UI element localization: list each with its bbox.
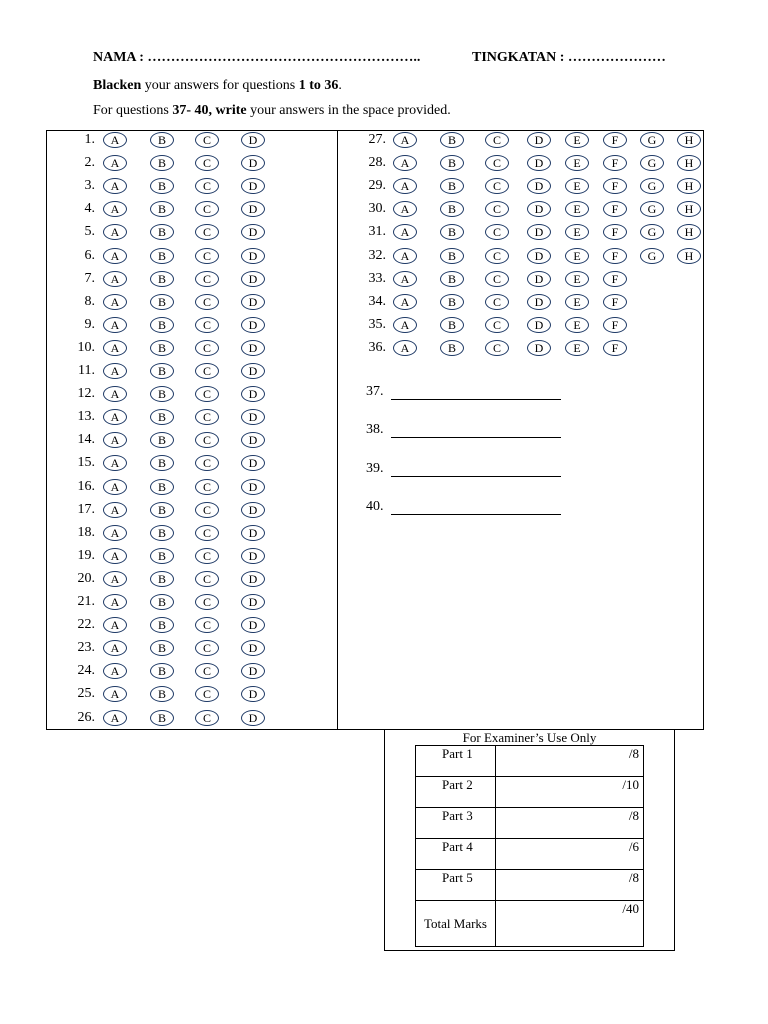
answer-bubble-c[interactable]: C xyxy=(485,294,509,310)
answer-bubble-d[interactable]: D xyxy=(241,502,265,518)
answer-bubble-a[interactable]: A xyxy=(103,224,127,240)
answer-bubble-e[interactable]: E xyxy=(565,340,589,356)
answer-bubble-b[interactable]: B xyxy=(150,363,174,379)
part-label: Part 1 xyxy=(416,746,496,777)
answer-line[interactable] xyxy=(391,437,561,438)
answer-bubble-d[interactable]: D xyxy=(241,271,265,287)
answer-bubble-a[interactable]: A xyxy=(103,271,127,287)
question-number: 23. xyxy=(77,640,95,656)
question-number: 29. xyxy=(368,178,386,194)
answer-bubble-b[interactable]: B xyxy=(150,525,174,541)
answer-bubble-a[interactable]: A xyxy=(103,710,127,726)
question-number: 22. xyxy=(77,617,95,633)
question-number: 24. xyxy=(77,663,95,679)
answer-line[interactable] xyxy=(391,399,561,400)
question-number: 11. xyxy=(78,363,95,378)
part-score-cell[interactable]: /8 xyxy=(496,746,644,777)
instruction-text: For questions xyxy=(93,103,173,118)
answer-bubble-f[interactable]: F xyxy=(603,132,627,148)
answer-bubble-c[interactable]: C xyxy=(485,271,509,287)
answer-bubble-a[interactable]: A xyxy=(103,548,127,564)
question-number: 25. xyxy=(77,686,95,702)
part-label: Part 4 xyxy=(416,839,496,870)
question-number: 30. xyxy=(368,201,386,217)
answer-bubble-c[interactable]: C xyxy=(195,640,219,656)
answer-bubble-g[interactable]: G xyxy=(640,155,664,171)
instruction-text: your answers for questions xyxy=(141,78,299,93)
answer-bubble-f[interactable]: F xyxy=(603,248,627,264)
question-number: 7. xyxy=(84,270,95,286)
answer-bubble-a[interactable]: A xyxy=(103,594,127,610)
answer-bubble-e[interactable]: E xyxy=(565,132,589,148)
question-number: 2. xyxy=(84,155,95,171)
answer-bubble-b[interactable]: B xyxy=(150,571,174,587)
instruction-bold-write: 37- 40, write xyxy=(172,103,247,118)
question-number: 36. xyxy=(368,339,386,355)
question-number: 17. xyxy=(77,501,95,517)
answer-bubble-b[interactable]: B xyxy=(440,340,464,356)
answer-bubble-b[interactable]: B xyxy=(150,710,174,726)
question-number: 34. xyxy=(368,293,386,309)
answer-bubble-d[interactable]: D xyxy=(527,294,551,310)
answer-bubble-d[interactable]: D xyxy=(527,132,551,148)
answer-bubble-d[interactable]: D xyxy=(527,248,551,264)
answer-bubble-b[interactable]: B xyxy=(150,548,174,564)
answer-bubble-c[interactable]: C xyxy=(195,548,219,564)
answer-bubble-c[interactable]: C xyxy=(195,178,219,194)
question-number: 21. xyxy=(77,594,95,609)
answer-bubble-a[interactable]: A xyxy=(103,686,127,702)
answer-bubble-g[interactable]: G xyxy=(640,224,664,240)
answer-bubble-a[interactable]: A xyxy=(103,386,127,402)
answer-bubble-c[interactable]: C xyxy=(485,132,509,148)
answer-bubble-b[interactable]: B xyxy=(440,224,464,240)
question-number: 18. xyxy=(77,524,95,540)
answer-bubble-c[interactable]: C xyxy=(195,686,219,702)
total-marks-label: Total Marks xyxy=(416,901,496,947)
answer-bubble-b[interactable]: B xyxy=(440,317,464,333)
answer-bubble-b[interactable]: B xyxy=(440,178,464,194)
answer-bubble-b[interactable]: B xyxy=(150,409,174,425)
answer-bubble-a[interactable]: A xyxy=(393,132,417,148)
answer-bubble-e[interactable]: E xyxy=(565,201,589,217)
answer-bubble-b[interactable]: B xyxy=(150,386,174,402)
answer-bubble-a[interactable]: A xyxy=(103,363,127,379)
answer-bubble-b[interactable]: B xyxy=(150,178,174,194)
question-number: 14. xyxy=(77,432,95,448)
answer-bubble-d[interactable]: D xyxy=(241,178,265,194)
answer-bubble-d[interactable]: D xyxy=(241,432,265,448)
answer-bubble-e[interactable]: E xyxy=(565,178,589,194)
instruction-write xyxy=(93,103,451,119)
question-number: 9. xyxy=(84,316,95,332)
answer-bubble-d[interactable]: D xyxy=(241,663,265,679)
answer-bubble-d[interactable]: D xyxy=(241,479,265,495)
answer-bubble-d[interactable]: D xyxy=(527,155,551,171)
question-number: 15. xyxy=(77,455,95,471)
answer-bubble-a[interactable]: A xyxy=(393,294,417,310)
answer-bubble-d[interactable]: D xyxy=(241,132,265,148)
answer-bubble-a[interactable]: A xyxy=(103,248,127,264)
answer-bubble-c[interactable]: C xyxy=(195,340,219,356)
answer-bubble-a[interactable]: A xyxy=(103,571,127,587)
question-number: 28. xyxy=(368,155,386,171)
answer-bubble-b[interactable]: B xyxy=(150,201,174,217)
answer-bubble-b[interactable]: B xyxy=(440,132,464,148)
answer-bubble-b[interactable]: B xyxy=(150,340,174,356)
question-number: 38. xyxy=(366,422,384,437)
answer-bubble-c[interactable]: C xyxy=(485,340,509,356)
answer-bubble-c[interactable]: C xyxy=(195,710,219,726)
question-number: 5. xyxy=(84,224,95,240)
question-number: 26. xyxy=(77,709,95,725)
answer-bubble-c[interactable]: C xyxy=(195,248,219,264)
answer-bubble-c[interactable]: C xyxy=(195,363,219,379)
question-number: 35. xyxy=(368,316,386,332)
question-number: 39. xyxy=(366,461,384,476)
answer-bubble-b[interactable]: B xyxy=(440,201,464,217)
part-label: Part 2 xyxy=(416,777,496,808)
answer-bubble-d[interactable]: D xyxy=(241,409,265,425)
question-number: 19. xyxy=(77,547,95,563)
answer-bubble-b[interactable]: B xyxy=(440,271,464,287)
answer-bubble-c[interactable]: C xyxy=(195,432,219,448)
question-number: 31. xyxy=(368,224,386,240)
question-number: 37. xyxy=(366,384,384,399)
examiner-marks-table xyxy=(415,745,644,947)
answer-bubble-a[interactable]: A xyxy=(103,317,127,333)
answer-bubble-b[interactable]: B xyxy=(440,155,464,171)
answer-bubble-a[interactable]: A xyxy=(103,155,127,171)
answer-bubble-c[interactable]: C xyxy=(485,178,509,194)
answer-bubble-c[interactable]: C xyxy=(195,525,219,541)
question-number: 4. xyxy=(84,201,95,217)
answer-bubble-b[interactable]: B xyxy=(440,294,464,310)
answer-bubble-a[interactable]: A xyxy=(393,340,417,356)
instruction-text-end: your answers in the space provided. xyxy=(246,103,451,118)
question-number: 20. xyxy=(77,570,95,586)
answer-bubble-b[interactable]: B xyxy=(150,248,174,264)
answer-bubble-c[interactable]: C xyxy=(195,201,219,217)
answer-bubble-c[interactable]: C xyxy=(485,248,509,264)
question-number: 33. xyxy=(368,270,386,286)
answer-bubble-c[interactable]: C xyxy=(485,155,509,171)
answer-bubble-d[interactable]: D xyxy=(241,363,265,379)
answer-bubble-d[interactable]: D xyxy=(241,455,265,471)
answer-bubble-b[interactable]: B xyxy=(150,224,174,240)
answer-bubble-c[interactable]: C xyxy=(485,317,509,333)
answer-bubble-c[interactable]: C xyxy=(195,271,219,287)
answer-bubble-d[interactable]: D xyxy=(527,317,551,333)
answer-bubble-b[interactable]: B xyxy=(150,455,174,471)
answer-bubble-d[interactable]: D xyxy=(527,340,551,356)
answer-bubble-f[interactable]: F xyxy=(603,178,627,194)
answer-bubble-g[interactable]: G xyxy=(640,178,664,194)
examiner-title: For Examiner’s Use Only xyxy=(462,730,597,745)
answer-bubble-b[interactable]: B xyxy=(150,432,174,448)
answer-bubble-c[interactable]: C xyxy=(195,224,219,240)
answer-bubble-d[interactable]: D xyxy=(527,224,551,240)
answer-bubble-g[interactable]: G xyxy=(640,132,664,148)
answer-bubble-c[interactable]: C xyxy=(195,594,219,610)
part-label: Part 3 xyxy=(416,808,496,839)
question-number: 13. xyxy=(77,409,95,425)
instruction-bold-blacken: Blacken xyxy=(93,78,142,93)
answer-bubble-c[interactable]: C xyxy=(485,201,509,217)
form-level-field-label: TINGKATAN : ………………… xyxy=(472,50,666,65)
question-number: 6. xyxy=(84,247,95,263)
column-divider xyxy=(337,130,338,730)
answer-bubble-c[interactable]: C xyxy=(195,317,219,333)
answer-bubble-f[interactable]: F xyxy=(603,294,627,310)
question-number: 32. xyxy=(368,247,386,263)
answer-bubble-a[interactable]: A xyxy=(103,455,127,471)
instruction-text-end: . xyxy=(338,78,342,93)
answer-bubble-a[interactable]: A xyxy=(103,640,127,656)
answer-bubble-c[interactable]: C xyxy=(195,294,219,310)
answer-line[interactable] xyxy=(391,476,561,477)
answer-bubble-d[interactable]: D xyxy=(241,594,265,610)
answer-bubble-d[interactable]: D xyxy=(241,386,265,402)
answer-bubble-a[interactable]: A xyxy=(103,409,127,425)
answer-bubble-h[interactable]: H xyxy=(677,178,701,194)
answer-bubble-a[interactable]: A xyxy=(393,317,417,333)
answer-bubble-b[interactable]: B xyxy=(150,132,174,148)
answer-bubble-a[interactable]: A xyxy=(393,178,417,194)
question-number: 10. xyxy=(77,339,95,355)
answer-bubble-d[interactable]: D xyxy=(241,571,265,587)
answer-bubble-c[interactable]: C xyxy=(195,502,219,518)
marks-row xyxy=(416,839,644,870)
total-marks-row xyxy=(416,901,644,947)
answer-bubble-b[interactable]: B xyxy=(150,502,174,518)
answer-bubble-d[interactable]: D xyxy=(241,640,265,656)
answer-bubble-e[interactable]: E xyxy=(565,317,589,333)
answer-bubble-a[interactable]: A xyxy=(103,617,127,633)
answer-bubble-b[interactable]: B xyxy=(150,594,174,610)
total-score-cell[interactable]: /40 xyxy=(496,901,644,947)
answer-bubble-h[interactable]: H xyxy=(677,155,701,171)
answer-bubble-a[interactable]: A xyxy=(393,248,417,264)
answer-bubble-b[interactable]: B xyxy=(150,317,174,333)
answer-bubble-e[interactable]: E xyxy=(565,271,589,287)
answer-bubble-c[interactable]: C xyxy=(195,663,219,679)
answer-bubble-h[interactable]: H xyxy=(677,201,701,217)
answer-bubble-d[interactable]: D xyxy=(527,178,551,194)
answer-bubble-a[interactable]: A xyxy=(103,663,127,679)
answer-bubble-b[interactable]: B xyxy=(150,155,174,171)
answer-bubble-a[interactable]: A xyxy=(103,432,127,448)
answer-bubble-c[interactable]: C xyxy=(195,455,219,471)
answer-bubble-d[interactable]: D xyxy=(241,224,265,240)
answer-bubble-f[interactable]: F xyxy=(603,340,627,356)
answer-bubble-d[interactable]: D xyxy=(241,617,265,633)
answer-bubble-a[interactable]: A xyxy=(393,201,417,217)
answer-bubble-e[interactable]: E xyxy=(565,248,589,264)
answer-bubble-a[interactable]: A xyxy=(103,479,127,495)
answer-bubble-b[interactable]: B xyxy=(150,663,174,679)
answer-bubble-a[interactable]: A xyxy=(393,155,417,171)
answer-bubble-d[interactable]: D xyxy=(241,201,265,217)
answer-bubble-c[interactable]: C xyxy=(485,224,509,240)
part-label: Part 5 xyxy=(416,870,496,901)
answer-bubble-a[interactable]: A xyxy=(103,178,127,194)
answer-bubble-g[interactable]: G xyxy=(640,248,664,264)
answer-bubble-c[interactable]: C xyxy=(195,132,219,148)
answer-bubble-c[interactable]: C xyxy=(195,386,219,402)
answer-bubble-h[interactable]: H xyxy=(677,224,701,240)
marks-row xyxy=(416,808,644,839)
answer-bubble-c[interactable]: C xyxy=(195,409,219,425)
answer-bubble-d[interactable]: D xyxy=(527,271,551,287)
answer-bubble-a[interactable]: A xyxy=(103,525,127,541)
instruction-bold-range: 1 to 36 xyxy=(298,78,339,93)
part-score-cell[interactable]: /6 xyxy=(496,839,644,870)
answer-bubble-b[interactable]: B xyxy=(150,686,174,702)
answer-bubble-h[interactable]: H xyxy=(677,248,701,264)
answer-bubble-c[interactable]: C xyxy=(195,479,219,495)
answer-bubble-f[interactable]: F xyxy=(603,317,627,333)
answer-bubble-d[interactable]: D xyxy=(241,710,265,726)
question-number: 16. xyxy=(77,478,95,494)
answer-bubble-a[interactable]: A xyxy=(103,340,127,356)
answer-bubble-d[interactable]: D xyxy=(241,317,265,333)
answer-bubble-a[interactable]: A xyxy=(103,502,127,518)
answer-bubble-b[interactable]: B xyxy=(440,248,464,264)
answer-bubble-e[interactable]: E xyxy=(565,224,589,240)
answer-bubble-a[interactable]: A xyxy=(103,201,127,217)
part-score-cell[interactable]: /10 xyxy=(496,777,644,808)
answer-bubble-e[interactable]: E xyxy=(565,155,589,171)
answer-bubble-e[interactable]: E xyxy=(565,294,589,310)
answer-bubble-b[interactable]: B xyxy=(150,617,174,633)
question-number: 3. xyxy=(84,178,95,194)
question-number: 27. xyxy=(368,132,386,147)
answer-bubble-d[interactable]: D xyxy=(241,248,265,264)
marks-row xyxy=(416,746,644,777)
answer-bubble-c[interactable]: C xyxy=(195,617,219,633)
question-number: 8. xyxy=(84,293,95,309)
answer-bubble-b[interactable]: B xyxy=(150,294,174,310)
answer-bubble-d[interactable]: D xyxy=(241,525,265,541)
answer-bubble-b[interactable]: B xyxy=(150,479,174,495)
answer-bubble-f[interactable]: F xyxy=(603,155,627,171)
answer-bubble-a[interactable]: A xyxy=(393,224,417,240)
marks-row xyxy=(416,777,644,808)
answer-bubble-f[interactable]: F xyxy=(603,201,627,217)
answer-line[interactable] xyxy=(391,514,561,515)
answer-bubble-d[interactable]: D xyxy=(241,155,265,171)
answer-bubble-d[interactable]: D xyxy=(241,686,265,702)
name-field-label: NAMA : ………………………………………………….. xyxy=(93,50,421,65)
answer-bubble-b[interactable]: B xyxy=(150,271,174,287)
question-number: 1. xyxy=(84,132,95,147)
answer-bubble-f[interactable]: F xyxy=(603,271,627,287)
question-number: 12. xyxy=(77,386,95,402)
answer-bubble-d[interactable]: D xyxy=(241,548,265,564)
answer-bubble-c[interactable]: C xyxy=(195,571,219,587)
answer-bubble-a[interactable]: A xyxy=(103,132,127,148)
answer-bubble-b[interactable]: B xyxy=(150,640,174,656)
answer-bubble-f[interactable]: F xyxy=(603,224,627,240)
answer-bubble-a[interactable]: A xyxy=(103,294,127,310)
answer-bubble-d[interactable]: D xyxy=(241,340,265,356)
answer-bubble-g[interactable]: G xyxy=(640,201,664,217)
answer-bubble-d[interactable]: D xyxy=(527,201,551,217)
part-score-cell[interactable]: /8 xyxy=(496,808,644,839)
part-score-cell[interactable]: /8 xyxy=(496,870,644,901)
answer-bubble-d[interactable]: D xyxy=(241,294,265,310)
instruction-blacken xyxy=(93,78,342,94)
question-number: 40. xyxy=(366,499,384,514)
answer-bubble-c[interactable]: C xyxy=(195,155,219,171)
answer-bubble-h[interactable]: H xyxy=(677,132,701,148)
answer-bubble-a[interactable]: A xyxy=(393,271,417,287)
marks-row xyxy=(416,870,644,901)
